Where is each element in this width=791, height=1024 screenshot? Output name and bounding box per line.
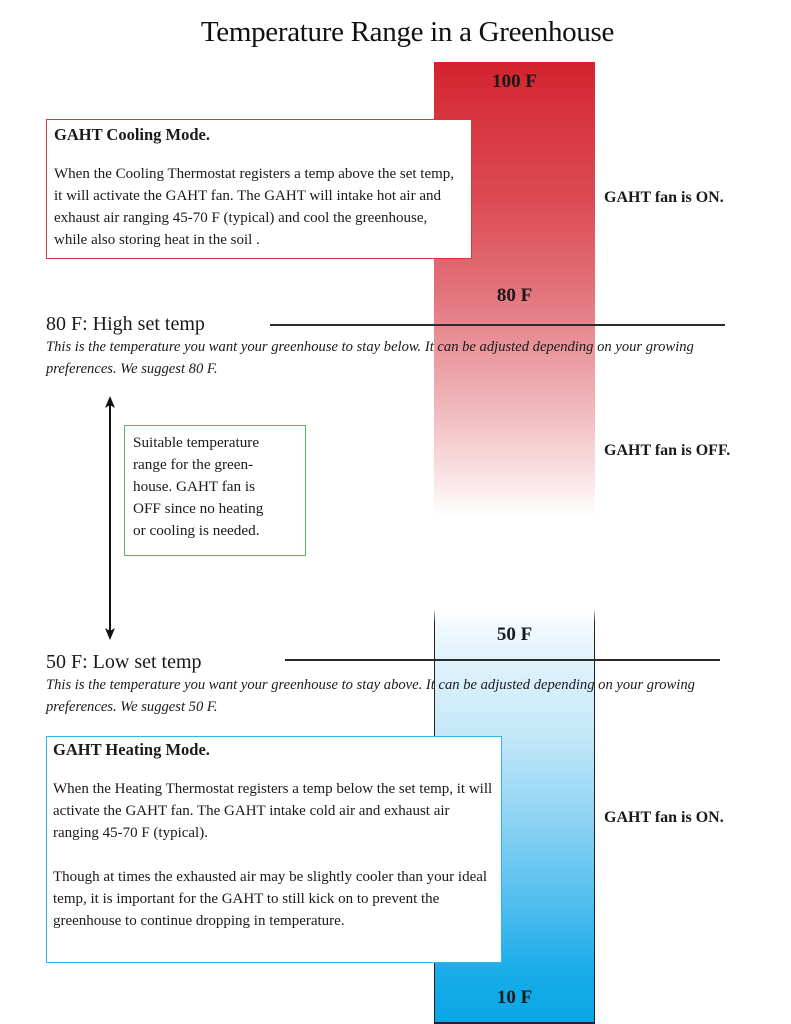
heating-mode-paragraph: Though at times the exhausted air may be slightly cooler than your ideal temp, it is important for the GAHT to still kick on to prevent the greenhouse to continue dropping in temperature. bbox=[53, 869, 488, 929]
low-set-description: This is the temperature you want your greenhouse to stay above. It can be adjusted depending on your growing preferences. We suggest 50 F. bbox=[46, 677, 695, 715]
fan-status-neutral: GAHT fan is OFF. bbox=[604, 442, 731, 459]
high-set-heading: 80 F: High set temp bbox=[46, 313, 205, 335]
page-title: Temperature Range in a Greenhouse bbox=[200, 16, 615, 48]
suitable-range-box bbox=[124, 425, 306, 556]
temp-label-10: 10 F bbox=[496, 987, 533, 1008]
range-line: range for the green- bbox=[133, 456, 254, 473]
range-line: Suitable temperature bbox=[133, 434, 260, 451]
temp-label-80: 80 F bbox=[496, 285, 533, 306]
high-set-line bbox=[270, 324, 725, 326]
range-line: house. GAHT fan is bbox=[133, 478, 256, 495]
heating-mode-paragraph: When the Heating Thermostat registers a temp below the set temp, it will activate the GAHT fan. The GAHT intake cold air and exhaust air ranging 45-70 F (typical). bbox=[53, 781, 493, 841]
fan-status-cooling: GAHT fan is ON. bbox=[604, 189, 724, 206]
low-set-line bbox=[285, 659, 720, 661]
cooling-mode-heading: GAHT Cooling Mode. bbox=[54, 125, 211, 144]
low-set-heading: 50 F: Low set temp bbox=[46, 651, 202, 673]
cooling-mode-box bbox=[46, 119, 472, 259]
high-set-description: This is the temperature you want your greenhouse to stay below. It can be adjusted depending on your growing preferences. We suggest 80 F. bbox=[46, 339, 694, 377]
fan-status-heating: GAHT fan is ON. bbox=[604, 809, 724, 826]
temp-label-100: 100 F bbox=[492, 71, 537, 92]
thermometer-fade bbox=[434, 608, 597, 622]
range-double-arrow-icon bbox=[101, 396, 119, 640]
range-line: or cooling is needed. bbox=[133, 522, 260, 539]
heating-mode-heading: GAHT Heating Mode. bbox=[53, 740, 210, 759]
cooling-mode-text: When the Cooling Thermostat registers a temp above the set temp, it will activate the GAHT fan. The GAHT will intake hot air and exhaust air ranging 45-70 F (typical) and cool the greenhouse, while also storing heat in the soil . bbox=[54, 166, 455, 248]
range-line: OFF since no heating bbox=[133, 500, 264, 517]
temp-label-50: 50 F bbox=[496, 624, 533, 645]
thermometer-neutral-section bbox=[434, 518, 595, 610]
heating-mode-box bbox=[46, 736, 502, 963]
